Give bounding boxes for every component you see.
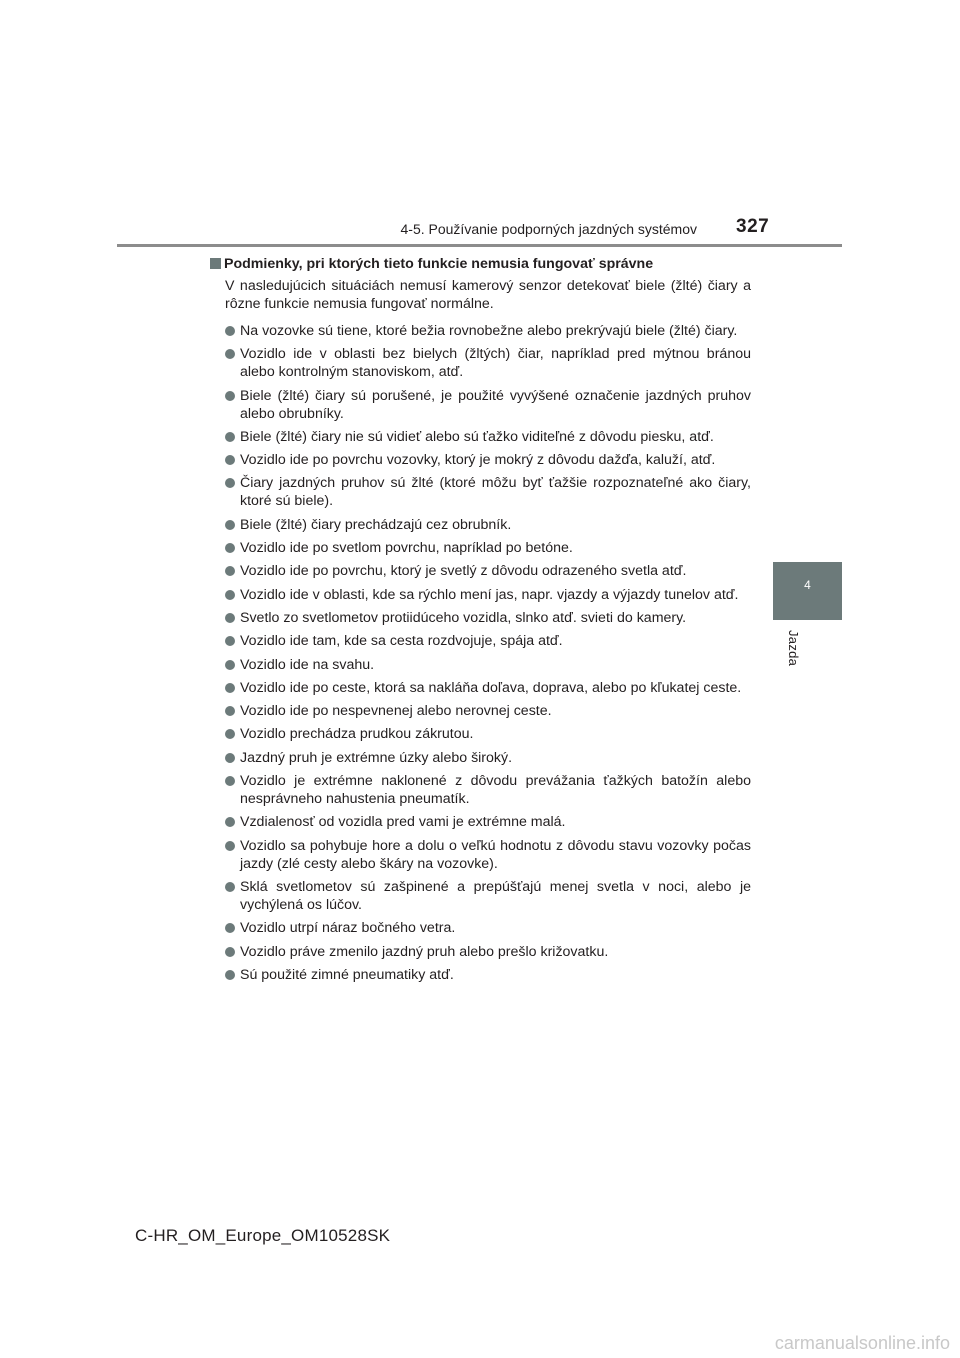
main-content	[210, 255, 751, 989]
list-item	[210, 725, 751, 743]
bullet-dot-icon	[225, 947, 235, 957]
bullet-dot-icon	[225, 683, 235, 693]
bullet-dot-icon	[225, 520, 235, 530]
list-item	[210, 562, 751, 580]
list-item	[210, 943, 751, 961]
list-item-text: Vzdialenosť od vozidla pred vami je extrémne malá.	[240, 814, 566, 831]
bullet-dot-icon	[225, 455, 235, 465]
section-title: Podmienky, pri ktorých tieto funkcie nemusia fungovať správne	[224, 256, 654, 272]
list-item-text: Vozidlo práve zmenilo jazdný pruh alebo prešlo križovatku.	[240, 943, 609, 960]
bullet-dot-icon	[225, 543, 235, 553]
list-item	[210, 813, 751, 831]
list-item-text: Svetlo zo svetlometov protiidúceho vozidla, slnko atď. svieti do kamery.	[240, 609, 687, 626]
list-item-text: Vozidlo je extrémne naklonené z dôvodu prevážania ťažkých batožín alebo nesprávneho nahustenia pneumatík.	[240, 773, 751, 808]
list-item	[210, 878, 751, 914]
bullet-dot-icon	[225, 660, 235, 670]
list-item-text: Sklá svetlometov sú zašpinené a prepúšťajú menej svetla v noci, alebo je vychýlená os lúčov.	[240, 878, 751, 913]
list-item-text: Vozidlo ide v oblasti bez bielych (žltých) čiar, napríklad pred mýtnou bránou alebo kontrolným stanoviskom, atď.	[240, 346, 751, 381]
bullet-dot-icon	[225, 817, 235, 827]
list-item-text: Vozidlo ide po svetlom povrchu, napríklad po betóne.	[240, 540, 573, 557]
list-item-text: Vozidlo sa pohybuje hore a dolu o veľkú hodnotu z dôvodu stavu vozovky počas jazdy (zlé cesty alebo škáry na vozovke).	[240, 837, 751, 872]
list-item	[210, 586, 751, 604]
list-item	[210, 656, 751, 674]
bullet-dot-icon	[225, 566, 235, 576]
list-item	[210, 428, 751, 446]
bullet-dot-icon	[225, 590, 235, 600]
document-id: C-HR_OM_Europe_OM10528SK	[135, 1226, 391, 1245]
bullet-dot-icon	[225, 636, 235, 646]
list-item	[210, 702, 751, 720]
list-item-text: Vozidlo ide po ceste, ktorá sa nakláňa doľava, doprava, alebo po kľukatej ceste.	[240, 679, 742, 696]
list-item	[210, 345, 751, 381]
list-item-text: Vozidlo ide po nespevnenej alebo nerovnej ceste.	[240, 703, 552, 720]
list-item	[210, 966, 751, 984]
chapter-number: 4	[804, 578, 811, 592]
list-item	[210, 679, 751, 697]
section-heading	[210, 255, 751, 273]
bullet-dot-icon	[225, 841, 235, 851]
list-item-text: Vozidlo ide po povrchu vozovky, ktorý je mokrý z dôvodu dažďa, kaluží, atď.	[240, 452, 716, 469]
bullet-dot-icon	[225, 478, 235, 488]
bullet-dot-icon	[225, 326, 235, 336]
list-item	[210, 474, 751, 510]
list-item	[210, 632, 751, 650]
list-item-text: Vozidlo ide po povrchu, ktorý je svetlý z dôvodu odrazeného svetla atď.	[240, 563, 687, 580]
bullet-dot-icon	[225, 729, 235, 739]
bullet-dot-icon	[225, 923, 235, 933]
list-item	[210, 516, 751, 534]
list-item-text: Sú použité zimné pneumatiky atď.	[240, 966, 454, 983]
chapter-label: Jazda	[786, 630, 801, 667]
list-item-text: Na vozovke sú tiene, ktoré bežia rovnobežne alebo prekrývajú biele (žlté) čiary.	[240, 323, 738, 339]
bullet-dot-icon	[225, 882, 235, 892]
bullet-dot-icon	[225, 706, 235, 716]
list-item	[210, 749, 751, 767]
list-item	[210, 322, 751, 340]
bullet-dot-icon	[225, 349, 235, 359]
header-section-title: 4-5. Používanie podporných jazdných systémov	[400, 221, 697, 237]
list-item-text: Vozidlo ide na svahu.	[240, 656, 375, 673]
list-item-text: Biele (žlté) čiary prechádzajú cez obrubník.	[240, 516, 512, 533]
list-item-text: Jazdný pruh je extrémne úzky alebo široký.	[240, 749, 513, 766]
list-item	[210, 539, 751, 557]
list-item	[210, 387, 751, 423]
condition-list	[210, 322, 751, 984]
chapter-tab	[773, 562, 842, 620]
list-item-text: Vozidlo utrpí náraz bočného vetra.	[240, 920, 456, 937]
list-item	[210, 609, 751, 627]
list-item-text: Vozidlo ide tam, kde sa cesta rozdvojuje, spája atď.	[240, 633, 563, 650]
list-item-text: Biele (žlté) čiary sú porušené, je použité vyvýšené označenie jazdných pruhov alebo obrubníky.	[240, 387, 751, 422]
list-item	[210, 772, 751, 808]
section-intro: V nasledujúcich situáciách nemusí kamerový senzor detekovať biele (žlté) čiary a rôzne funkcie nemusia fungovať normálne.	[225, 278, 751, 312]
list-item-text: Čiary jazdných pruhov sú žlté (ktoré môžu byť ťažšie rozpoznateľné ako čiary, ktoré sú biele).	[240, 475, 751, 510]
list-item	[210, 837, 751, 873]
watermark: carmanualsonline.info	[774, 1333, 950, 1353]
bullet-dot-icon	[225, 391, 235, 401]
list-item	[210, 451, 751, 469]
list-item-text: Vozidlo ide v oblasti, kde sa rýchlo mení jas, napr. vjazdy a výjazdy tunelov atď.	[240, 586, 739, 603]
bullet-dot-icon	[225, 776, 235, 786]
square-bullet-icon	[210, 258, 221, 269]
bullet-dot-icon	[225, 753, 235, 763]
page-number: 327	[736, 216, 770, 237]
header-divider	[117, 244, 842, 247]
bullet-dot-icon	[225, 970, 235, 980]
list-item-text: Vozidlo prechádza prudkou zákrutou.	[240, 726, 474, 743]
list-item-text: Biele (žlté) čiary nie sú vidieť alebo sú ťažko viditeľné z dôvodu piesku, atď.	[240, 428, 714, 445]
page-header	[0, 214, 960, 248]
list-item	[210, 919, 751, 937]
bullet-dot-icon	[225, 613, 235, 623]
bullet-dot-icon	[225, 432, 235, 442]
